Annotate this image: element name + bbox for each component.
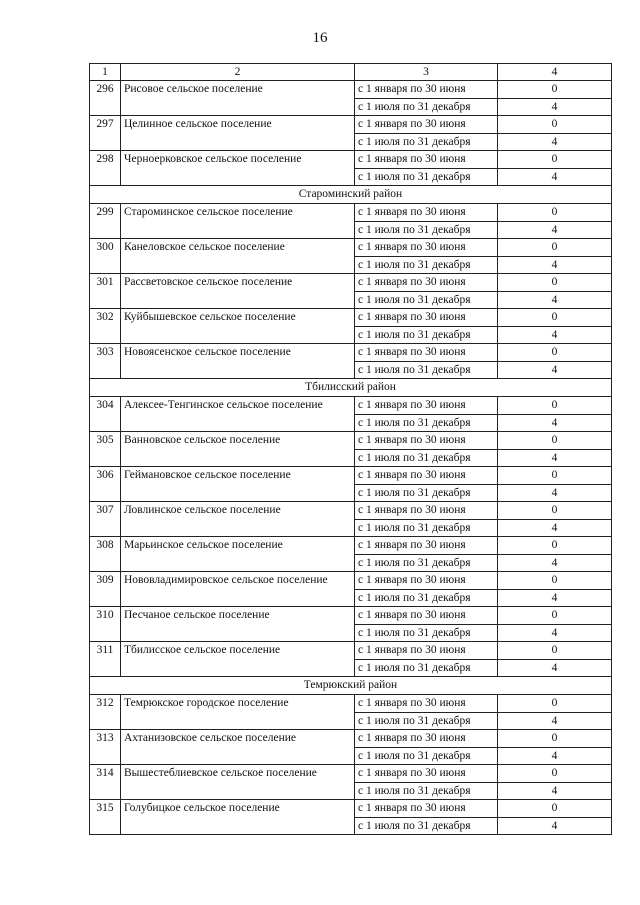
value-first-half: 0 (498, 151, 612, 169)
row-number: 300 (90, 239, 121, 274)
period-second-half: с 1 июля по 31 декабря (355, 554, 498, 572)
settlement-name: Староминское сельское поселение (121, 204, 355, 239)
settlement-name: Рассветовское сельское поселение (121, 274, 355, 309)
settlement-name: Марьинское сельское поселение (121, 537, 355, 572)
table-row (90, 467, 612, 485)
period-second-half: с 1 июля по 31 декабря (355, 747, 498, 765)
table-row (90, 116, 612, 134)
period-first-half: с 1 января по 30 июня (355, 274, 498, 292)
table-row (90, 730, 612, 748)
district-row (90, 677, 612, 695)
header-col-1: 1 (90, 64, 121, 81)
value-first-half: 0 (498, 502, 612, 520)
header-col-3: 3 (355, 64, 498, 81)
period-first-half: с 1 января по 30 июня (355, 116, 498, 134)
period-first-half: с 1 января по 30 июня (355, 397, 498, 415)
value-second-half: 4 (498, 133, 612, 151)
settlement-name: Нововладимировское сельское поселение (121, 572, 355, 607)
settlement-name: Новоясенское сельское поселение (121, 344, 355, 379)
value-first-half: 0 (498, 116, 612, 134)
value-second-half: 4 (498, 449, 612, 467)
settlement-name: Ловлинское сельское поселение (121, 502, 355, 537)
period-second-half: с 1 июля по 31 декабря (355, 98, 498, 116)
value-first-half: 0 (498, 765, 612, 783)
row-number: 309 (90, 572, 121, 607)
settlement-name: Куйбышевское сельское поселение (121, 309, 355, 344)
period-first-half: с 1 января по 30 июня (355, 239, 498, 257)
table-row (90, 695, 612, 713)
table-row (90, 397, 612, 415)
period-second-half: с 1 июля по 31 декабря (355, 133, 498, 151)
period-first-half: с 1 января по 30 июня (355, 432, 498, 450)
value-first-half: 0 (498, 607, 612, 625)
header-row (90, 64, 612, 81)
settlement-name: Ванновское сельское поселение (121, 432, 355, 467)
period-second-half: с 1 июля по 31 декабря (355, 449, 498, 467)
value-first-half: 0 (498, 730, 612, 748)
period-first-half: с 1 января по 30 июня (355, 204, 498, 222)
settlement-name: Ахтанизовское сельское поселение (121, 730, 355, 765)
period-first-half: с 1 января по 30 июня (355, 800, 498, 818)
row-number: 299 (90, 204, 121, 239)
value-second-half: 4 (498, 221, 612, 239)
value-first-half: 0 (498, 274, 612, 292)
table-row (90, 502, 612, 520)
row-number: 304 (90, 397, 121, 432)
row-number: 311 (90, 642, 121, 677)
row-number: 296 (90, 81, 121, 116)
period-first-half: с 1 января по 30 июня (355, 572, 498, 590)
value-first-half: 0 (498, 800, 612, 818)
table-row (90, 765, 612, 783)
table-row (90, 151, 612, 169)
period-second-half: с 1 июля по 31 декабря (355, 361, 498, 379)
settlement-name: Тбилисское сельское поселение (121, 642, 355, 677)
table-row (90, 537, 612, 555)
header-col-4: 4 (498, 64, 612, 81)
value-second-half: 4 (498, 712, 612, 730)
period-first-half: с 1 января по 30 июня (355, 467, 498, 485)
value-second-half: 4 (498, 659, 612, 677)
district-name: Темрюкский район (90, 677, 612, 695)
row-number: 303 (90, 344, 121, 379)
value-second-half: 4 (498, 361, 612, 379)
row-number: 307 (90, 502, 121, 537)
period-second-half: с 1 июля по 31 декабря (355, 291, 498, 309)
period-first-half: с 1 января по 30 июня (355, 765, 498, 783)
period-second-half: с 1 июля по 31 декабря (355, 414, 498, 432)
period-second-half: с 1 июля по 31 декабря (355, 782, 498, 800)
table-row (90, 344, 612, 362)
table-row (90, 800, 612, 818)
period-first-half: с 1 января по 30 июня (355, 695, 498, 713)
table-body (90, 81, 612, 835)
settlement-name: Геймановское сельское поселение (121, 467, 355, 502)
period-second-half: с 1 июля по 31 декабря (355, 589, 498, 607)
row-number: 313 (90, 730, 121, 765)
district-row (90, 379, 612, 397)
settlement-name: Канеловское сельское поселение (121, 239, 355, 274)
value-second-half: 4 (498, 256, 612, 274)
value-first-half: 0 (498, 239, 612, 257)
row-number: 305 (90, 432, 121, 467)
value-first-half: 0 (498, 344, 612, 362)
header-col-2: 2 (121, 64, 355, 81)
value-first-half: 0 (498, 204, 612, 222)
page-number: 16 (312, 30, 328, 46)
table-row (90, 309, 612, 327)
period-second-half: с 1 июля по 31 декабря (355, 484, 498, 502)
settlement-name: Алексее-Тенгинское сельское поселение (121, 397, 355, 432)
period-first-half: с 1 января по 30 июня (355, 309, 498, 327)
value-second-half: 4 (498, 291, 612, 309)
row-number: 301 (90, 274, 121, 309)
table-row (90, 81, 612, 99)
period-second-half: с 1 июля по 31 декабря (355, 326, 498, 344)
value-second-half: 4 (498, 624, 612, 642)
table-row (90, 607, 612, 625)
value-second-half: 4 (498, 168, 612, 186)
value-first-half: 0 (498, 572, 612, 590)
row-number: 310 (90, 607, 121, 642)
table-row (90, 274, 612, 292)
district-name: Тбилисский район (90, 379, 612, 397)
period-second-half: с 1 июля по 31 декабря (355, 168, 498, 186)
period-first-half: с 1 января по 30 июня (355, 344, 498, 362)
table-row (90, 239, 612, 257)
value-second-half: 4 (498, 484, 612, 502)
row-number: 315 (90, 800, 121, 835)
value-first-half: 0 (498, 467, 612, 485)
settlement-name: Целинное сельское поселение (121, 116, 355, 151)
value-second-half: 4 (498, 554, 612, 572)
value-first-half: 0 (498, 537, 612, 555)
period-first-half: с 1 января по 30 июня (355, 502, 498, 520)
period-second-half: с 1 июля по 31 декабря (355, 712, 498, 730)
value-first-half: 0 (498, 695, 612, 713)
row-number: 302 (90, 309, 121, 344)
value-second-half: 4 (498, 782, 612, 800)
row-number: 314 (90, 765, 121, 800)
settlement-name: Песчаное сельское поселение (121, 607, 355, 642)
period-second-half: с 1 июля по 31 декабря (355, 519, 498, 537)
period-second-half: с 1 июля по 31 декабря (355, 817, 498, 835)
value-first-half: 0 (498, 642, 612, 660)
period-first-half: с 1 января по 30 июня (355, 607, 498, 625)
tariff-table (89, 63, 612, 835)
value-second-half: 4 (498, 589, 612, 607)
settlement-name: Голубицкое сельское поселение (121, 800, 355, 835)
table-row (90, 642, 612, 660)
table-row (90, 572, 612, 590)
value-first-half: 0 (498, 397, 612, 415)
period-second-half: с 1 июля по 31 декабря (355, 624, 498, 642)
period-first-half: с 1 января по 30 июня (355, 151, 498, 169)
value-second-half: 4 (498, 98, 612, 116)
table-row (90, 204, 612, 222)
row-number: 298 (90, 151, 121, 186)
value-second-half: 4 (498, 747, 612, 765)
row-number: 308 (90, 537, 121, 572)
row-number: 306 (90, 467, 121, 502)
district-name: Староминский район (90, 186, 612, 204)
value-second-half: 4 (498, 519, 612, 537)
settlement-name: Темрюкское городское поселение (121, 695, 355, 730)
period-second-half: с 1 июля по 31 декабря (355, 221, 498, 239)
period-first-half: с 1 января по 30 июня (355, 730, 498, 748)
period-second-half: с 1 июля по 31 декабря (355, 256, 498, 274)
table-row (90, 432, 612, 450)
period-first-half: с 1 января по 30 июня (355, 81, 498, 99)
row-number: 297 (90, 116, 121, 151)
row-number: 312 (90, 695, 121, 730)
period-first-half: с 1 января по 30 июня (355, 642, 498, 660)
value-first-half: 0 (498, 309, 612, 327)
settlement-name: Рисовое сельское поселение (121, 81, 355, 116)
settlement-name: Вышестеблиевское сельское поселение (121, 765, 355, 800)
value-first-half: 0 (498, 81, 612, 99)
district-row (90, 186, 612, 204)
value-first-half: 0 (498, 432, 612, 450)
settlement-name: Черноерковское сельское поселение (121, 151, 355, 186)
value-second-half: 4 (498, 817, 612, 835)
value-second-half: 4 (498, 326, 612, 344)
value-second-half: 4 (498, 414, 612, 432)
period-first-half: с 1 января по 30 июня (355, 537, 498, 555)
period-second-half: с 1 июля по 31 декабря (355, 659, 498, 677)
